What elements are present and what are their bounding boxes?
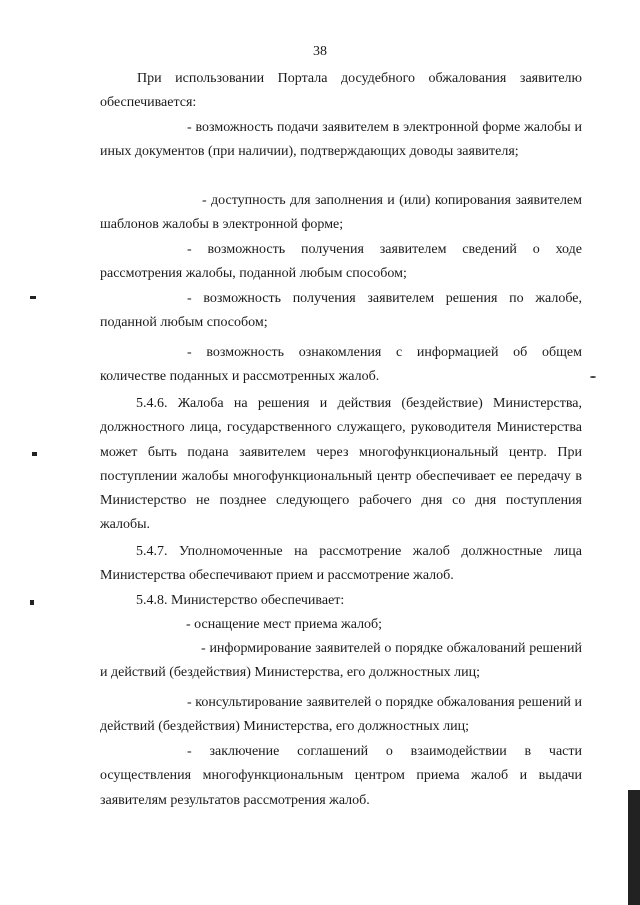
page-number: 38 [313, 44, 327, 59]
paragraph-portal-intro: При использовании Портала досудебного обжалования заявителю обеспечивается: [100, 71, 582, 111]
paragraph-bullet-informing: - информирование заявителей о порядке обжалований решений и действий (бездействия) Министерства, его должностных лиц; [100, 641, 582, 681]
paragraph-bullet-electronic-form: - возможность подачи заявителем в электронной форме жалобы и иных документов (при наличии), подтверждающих доводы заявителя; [100, 120, 582, 160]
paragraph-5-4-6: 5.4.6. Жалоба на решения и действия (бездействие) Министерства, должностного лица, государственного служащего, руководителя Министерства может быть подана заявителем через многофункциональный центр. При поступлении жалобы многофункциональный центр обеспечивает ее передачу в Министерство не позднее следующего рабочего дня со дня поступления жалобы. [100, 396, 582, 533]
paragraph-bullet-decision: - возможность получения заявителем решения по жалобе, поданной любым способом; [100, 291, 582, 331]
paragraph-bullet-templates: - доступность для заполнения и (или) копирования заявителем шаблонов жалобы в электронной форме; [100, 193, 582, 233]
paragraph-bullet-consulting: - консультирование заявителей о порядке обжалования решений и действий (бездействия) Министерства, его должностных лиц; [100, 695, 582, 735]
scan-edge-bar [628, 790, 640, 905]
paragraph-5-4-8: 5.4.8. Министерство обеспечивает: [136, 593, 345, 608]
paragraph-bullet-agreements: - заключение соглашений о взаимодействии в части осуществления многофункциональным центром приема жалоб и выдачи заявителям результатов рассмотрения жалоб. [100, 744, 582, 808]
paragraph-bullet-progress-info: - возможность получения заявителем сведений о ходе рассмотрения жалобы, поданной любым способом; [100, 242, 582, 282]
scan-mark-left-3 [30, 600, 34, 605]
paragraph-5-4-7: 5.4.7. Уполномоченные на рассмотрение жалоб должностные лица Министерства обеспечивают прием и рассмотрение жалоб. [100, 544, 582, 584]
scan-speck-right [590, 376, 596, 378]
paragraph-bullet-equipment: - оснащение мест приема жалоб; [186, 617, 383, 632]
scan-mark-left-1 [30, 296, 36, 299]
paragraph-bullet-statistics: - возможность ознакомления с информацией об общем количестве поданных и рассмотренных жалоб. [100, 345, 582, 385]
scan-mark-left-2 [32, 452, 37, 456]
